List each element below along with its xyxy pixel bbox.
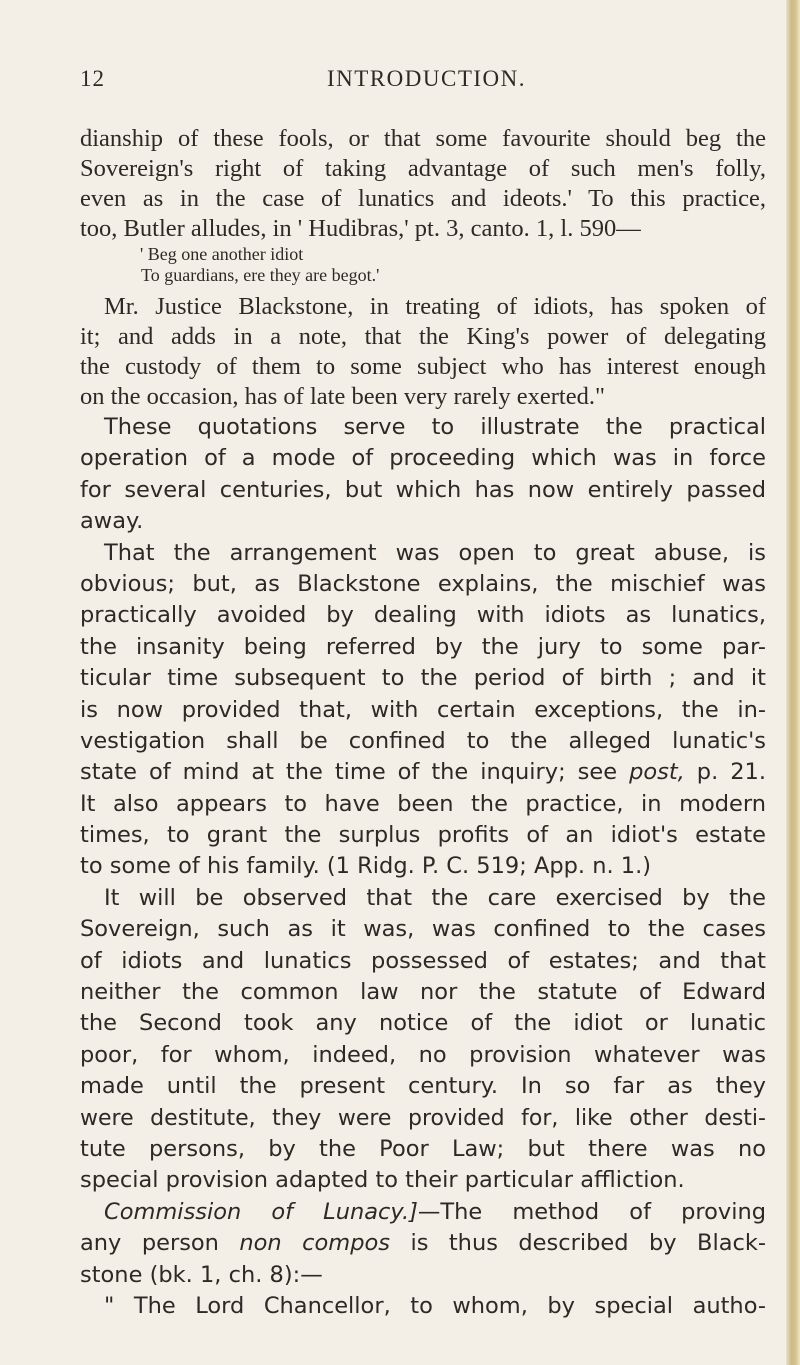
text-line: of idiots and lunatics possessed of estates; and that (80, 947, 766, 974)
text-line: practically avoided by dealing with idiots as lunatics, (80, 602, 766, 629)
text-line: poor, for whom, indeed, no provision whatever was (80, 1041, 766, 1068)
text-line: were destitute, they were provided for, like other desti- (80, 1105, 766, 1131)
text-line: ticular time subsequent to the period of birth ; and it (80, 665, 766, 692)
text-line: vestigation shall be confined to the alleged lunatic's (80, 727, 766, 754)
text-run: state of mind at the time of the inquiry; (80, 759, 566, 786)
text-line-mixed (80, 757, 766, 788)
verse-line: ' Beg one another idiot (140, 244, 304, 264)
text-line: times, to grant the surplus profits of an idiot's estate (80, 822, 766, 849)
text-line: It will be observed that the care exercised by the (104, 884, 766, 911)
text-line: Mr. Justice Blackstone, in treating of idiots, has spoken of (104, 293, 766, 320)
text-line: dianship of these fools, or that some favourite should beg the (80, 125, 766, 152)
sans-section (80, 412, 766, 1322)
text-line: to some of his family. (1 Ridg. P. C. 519; App. n. 1.) (80, 853, 652, 880)
text-line: It also appears to have been the practice, in modern (80, 790, 766, 817)
text-line: Sovereign, such as it was, was confined to the cases (80, 916, 766, 943)
text-line-mixed (80, 1228, 766, 1259)
text-line: on the occasion, has of late been very rarely exerted." (80, 383, 605, 410)
text-run: any person (80, 1230, 219, 1257)
verse-line: To guardians, ere they are begot.' (141, 265, 380, 285)
text-line: tute persons, by the Poor Law; but there was no (80, 1135, 766, 1162)
text-line: special provision adapted to their particular affliction. (80, 1167, 685, 1194)
text-line: even as in the case of lunatics and ideots.' To this practice, (80, 185, 766, 212)
text-line: Sovereign's right of taking advantage of such men's folly, (80, 155, 766, 182)
text-line: neither the common law nor the statute of Edward (80, 979, 766, 1006)
section-heading-line (80, 1197, 766, 1228)
page-body (80, 124, 766, 1322)
text-line: is now provided that, with certain exceptions, the in- (80, 696, 766, 723)
latin-phrase: non compos (239, 1230, 390, 1257)
text-line: the Second took any notice of the idiot or lunatic (80, 1010, 766, 1037)
text-line: the custody of them to some subject who has interest enough (80, 353, 766, 380)
text-run: is thus described by Black- (410, 1230, 767, 1257)
text-line: made until the present century. In so far as they (80, 1073, 766, 1100)
running-head: INTRODUCTION. (327, 66, 527, 91)
page-reference: p. 21. (696, 759, 766, 786)
text-line: " The Lord Chancellor, to whom, by special autho- (104, 1292, 766, 1319)
see-word: see (577, 759, 618, 786)
text-line: away. (80, 508, 144, 535)
text-line: That the arrangement was open to great abuse, is (104, 539, 766, 566)
text-line: too, Butler alludes, in ' Hudibras,' pt. 3, canto. 1, l. 590— (80, 215, 641, 242)
text-line: the insanity being referred by the jury to some par- (80, 633, 766, 660)
text-line: stone (bk. 1, ch. 8):— (80, 1261, 323, 1288)
post-word: post, (629, 759, 685, 786)
text-line: it; and adds in a note, that the King's power of delegating (80, 323, 766, 350)
text-line: operation of a mode of proceeding which was in force (80, 445, 766, 472)
page-header (80, 66, 780, 102)
page-edge (786, 0, 800, 1365)
text-run: —The method of proving (417, 1198, 766, 1225)
section-heading: Commission of Lunacy.] (104, 1198, 418, 1225)
page-number: 12 (80, 66, 105, 91)
text-line: These quotations serve to illustrate the practical (104, 414, 766, 440)
text-line: obvious; but, as Blackstone explains, the mischief was (80, 570, 766, 597)
text-line: for several centuries, but which has now entirely passed (80, 476, 766, 503)
